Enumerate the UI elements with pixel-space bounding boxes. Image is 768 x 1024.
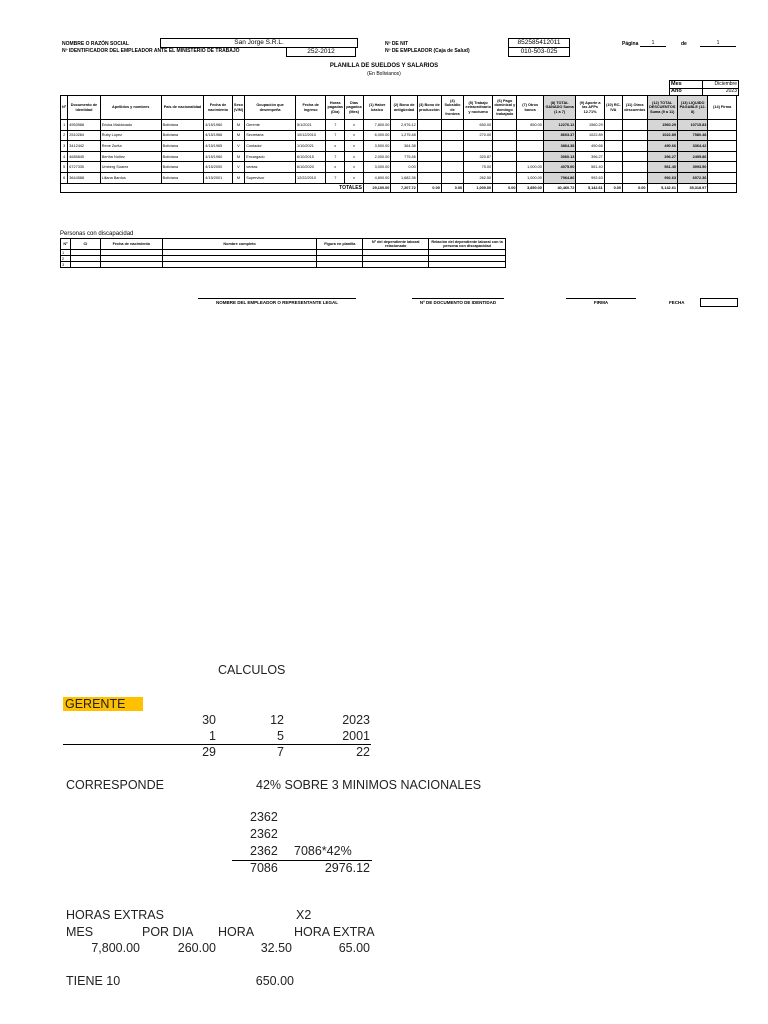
table-cell	[417, 162, 441, 173]
row2-b: 5	[277, 729, 284, 743]
col-hora: HORA	[218, 925, 255, 939]
table-cell: 992.63	[647, 172, 677, 183]
table-cell: M	[232, 120, 244, 131]
pagina-value: 1	[640, 40, 666, 47]
column-header: Días pagados (Mes)	[345, 96, 364, 120]
col-por-dia: POR DIA	[142, 925, 194, 939]
totals-cell: 7,207.72	[391, 183, 417, 192]
minimo-3: 2362	[250, 844, 278, 858]
column-header: Fecha de ingreso	[295, 96, 325, 120]
column-header: (11) Otros descuentos	[623, 96, 647, 120]
table-cell: 1560.29	[647, 120, 677, 131]
table-cell: 4075.00	[543, 162, 575, 173]
table-cell: 396.27	[576, 151, 604, 162]
table-cell	[604, 141, 622, 152]
table-cell: M	[232, 130, 244, 141]
row3-c: 22	[356, 745, 370, 759]
table-cell	[464, 141, 493, 152]
table-cell	[493, 172, 517, 183]
table-cell: Contador	[245, 141, 296, 152]
disability-column-header: Nº	[61, 239, 71, 250]
column-header: (7) Otros bonos	[517, 96, 543, 120]
table-cell	[623, 120, 647, 131]
table-cell	[417, 172, 441, 183]
table-cell: 1022.89	[647, 130, 677, 141]
totals-cell: 35,318.97	[677, 183, 707, 192]
table-cell: 7	[326, 130, 345, 141]
row2-c: 2001	[342, 729, 370, 743]
table-cell: 6,000.00	[363, 130, 390, 141]
val-hora: 32.50	[260, 941, 292, 955]
col-hora-extra: HORA EXTRA	[294, 925, 375, 939]
column-header: (9) Aporte a las AFPs 12.71%	[576, 96, 604, 120]
table-cell: 4/15/1966	[204, 130, 232, 141]
table-cell	[623, 130, 647, 141]
table-cell: 992.63	[576, 172, 604, 183]
table-cell: M	[232, 172, 244, 183]
table-row	[61, 141, 737, 152]
table-cell	[623, 151, 647, 162]
disability-cell	[162, 262, 317, 268]
column-header: (1) Haber básico	[363, 96, 390, 120]
table-cell: 4953988	[68, 120, 100, 131]
table-cell	[708, 162, 737, 173]
table-cell: 4685845	[68, 151, 100, 162]
table-cell: Secretaria	[245, 130, 296, 141]
table-cell: 1/10/2021	[295, 141, 325, 152]
totals-row	[61, 183, 737, 192]
table-row	[61, 151, 737, 162]
table-cell	[604, 130, 622, 141]
table-cell	[441, 120, 463, 131]
row2-a: 1	[209, 729, 216, 743]
nit-label: Nº DE NIT	[385, 41, 409, 47]
table-cell	[604, 162, 622, 173]
totals-cell: 1,000.00	[464, 183, 493, 192]
disability-cell	[70, 262, 100, 268]
page-title: PLANILLA DE SUELDOS Y SALARIOS	[329, 63, 439, 69]
column-header: Sexo (V/M)	[232, 96, 244, 120]
table-cell	[604, 120, 622, 131]
table-cell: 7580.48	[677, 130, 707, 141]
table-cell: 561.40	[647, 162, 677, 173]
column-header: Ocupación que desempeña	[245, 96, 296, 120]
table-cell: 364.38	[391, 141, 417, 152]
table-cell: 3364.42	[677, 141, 707, 152]
table-cell: Gerente	[245, 120, 296, 131]
bono-result: 2976.12	[324, 861, 370, 875]
totals-cell: 3,850.00	[517, 183, 543, 192]
empleador-label: Nº DE EMPLEADOR (Caja de Salud)	[385, 48, 470, 54]
pagina-label: Página	[622, 41, 639, 47]
gerente-label: GERENTE	[63, 697, 143, 711]
table-cell: 12/22/2010	[295, 172, 325, 183]
table-cell: 8603.37	[543, 130, 575, 141]
table-cell: 2,000.00	[363, 151, 390, 162]
totals-label: TOTALES	[61, 183, 364, 192]
table-cell: 6/10/2020	[295, 162, 325, 173]
table-row	[61, 162, 737, 173]
totals-cell: 0.00	[493, 183, 517, 192]
minimo-1: 2362	[250, 810, 278, 824]
table-cell: Ruby Lopez	[100, 130, 161, 141]
table-cell: x	[326, 141, 345, 152]
disability-column-header: Relación del dependiente laboral con la persona con discapacidad	[429, 239, 506, 250]
table-cell	[441, 162, 463, 173]
row1-b: 12	[270, 713, 284, 727]
table-cell	[417, 151, 441, 162]
table-cell	[708, 172, 737, 183]
table-cell: 2510284	[68, 130, 100, 141]
col-mes: MES	[66, 925, 94, 939]
table-cell	[441, 151, 463, 162]
disability-column-header: Fecha de nacimiento	[100, 239, 162, 250]
disability-cell: 1	[61, 250, 71, 256]
table-cell: 270.00	[464, 130, 493, 141]
table-cell	[493, 130, 517, 141]
table-cell: 490.66	[576, 141, 604, 152]
corresponde-text: 42% SOBRE 3 MINIMOS NACIONALES	[256, 778, 482, 792]
tiene-label: TIENE 10	[66, 974, 121, 988]
table-cell: 75.00	[464, 162, 493, 173]
table-row	[61, 172, 737, 183]
table-cell: 850.00	[517, 120, 543, 131]
table-cell: 7,800.00	[363, 120, 390, 131]
table-cell	[604, 172, 622, 183]
page-subtitle: (En Bolivianos)	[367, 71, 401, 77]
table-cell	[708, 151, 737, 162]
disability-column-header: Figura en planilla	[317, 239, 363, 250]
table-cell: x	[345, 172, 364, 183]
disability-column-header: CI	[70, 239, 100, 250]
table-cell: 3412442	[68, 141, 100, 152]
val-por-dia: 260.00	[177, 941, 216, 955]
x2-label: X2	[296, 908, 312, 922]
table-cell: 1	[61, 120, 68, 131]
de-label: de	[681, 41, 687, 47]
disability-header-row	[61, 239, 506, 250]
calculos-title: CALCULOS	[218, 663, 286, 677]
table-cell: 561.40	[576, 162, 604, 173]
table-cell: 3644588	[68, 172, 100, 183]
disability-cell	[429, 262, 506, 268]
tiene-value: 650.00	[255, 974, 294, 988]
table-cell: 775.46	[391, 151, 417, 162]
table-cell: 6	[61, 172, 68, 183]
period-box	[669, 80, 739, 96]
formula: 7086*42%	[294, 844, 352, 858]
table-cell	[708, 130, 737, 141]
table-cell: Boliviana	[161, 172, 204, 183]
disability-column-header: Nº del dependiente laboral relacionado	[363, 239, 429, 250]
table-cell: 1,682.36	[391, 172, 417, 183]
table-cell: 5/1/2021	[295, 120, 325, 131]
totals-cell: 40,460.72	[543, 183, 575, 192]
table-cell: Ericka Maldonado	[100, 120, 161, 131]
fecha-box	[700, 298, 738, 307]
column-header: (14) Firma	[708, 96, 737, 120]
de-value: 1	[700, 40, 736, 47]
table-cell	[517, 141, 543, 152]
razon-social-value: San Jorge S.R.L.	[160, 38, 358, 48]
disability-cell: 3	[61, 262, 71, 268]
table-row	[61, 120, 737, 131]
row3-b: 7	[277, 745, 284, 759]
table-cell	[441, 130, 463, 141]
minimo-2: 2362	[250, 827, 278, 841]
disability-cell: 2	[61, 256, 71, 262]
table-cell: 7	[326, 151, 345, 162]
column-header: Apellidos y nombres	[100, 96, 161, 120]
table-cell	[417, 141, 441, 152]
table-cell: x	[345, 120, 364, 131]
anio-label: Año	[671, 88, 682, 94]
identificador-label: Nº IDENTIFICADOR DEL EMPLEADOR ANTE EL MINISTERIO DE TRABAJO	[62, 48, 240, 54]
table-cell: 3864.38	[543, 141, 575, 152]
column-header: (4) Subsidio de frontera	[441, 96, 463, 120]
table-cell: V	[232, 141, 244, 152]
totals-cell: 0.00	[417, 183, 441, 192]
nit-value: 852585412011	[508, 38, 570, 48]
table-cell: 4,800.00	[363, 172, 390, 183]
disability-column-header: Nombre completo	[162, 239, 317, 250]
table-cell: 6/10/2015	[295, 151, 325, 162]
disability-table	[60, 238, 506, 268]
table-cell	[708, 141, 737, 152]
mes-value: Diciembre	[714, 81, 737, 87]
table-cell: Umberg Suarez	[100, 162, 161, 173]
column-header: (3) Bono de producción	[417, 96, 441, 120]
table-cell	[623, 172, 647, 183]
table-cell	[441, 172, 463, 183]
table-cell: 490.66	[647, 141, 677, 152]
table-cell: 3,500.00	[363, 141, 390, 152]
table-cell: V	[232, 162, 244, 173]
table-cell	[441, 141, 463, 152]
column-header: (10) RC-IVA	[604, 96, 622, 120]
column-header: (6) Pago dominical y domingo trabajado	[493, 96, 517, 120]
table-cell: 1,275.48	[391, 130, 417, 141]
table-cell: 1560.29	[576, 120, 604, 131]
totals-cell: 0.00	[441, 183, 463, 192]
table-cell: Boliviana	[161, 130, 204, 141]
row1-a: 30	[202, 713, 216, 727]
table-cell	[493, 141, 517, 152]
table-cell: 3	[61, 141, 68, 152]
table-cell: 4/15/1960	[204, 120, 232, 131]
table-cell: x	[345, 141, 364, 152]
table-cell	[417, 130, 441, 141]
table-cell: M	[232, 151, 244, 162]
table-cell	[623, 162, 647, 173]
table-cell	[604, 151, 622, 162]
column-header: Documento de identidad	[68, 96, 100, 120]
table-cell: 1,000.00	[517, 162, 543, 173]
table-cell: 2	[61, 130, 68, 141]
disability-cell	[317, 262, 363, 268]
column-header: País de nacionalidad	[161, 96, 204, 120]
signature-representante: NOMBRE DEL EMPLEADOR O REPRESENTANTE LEGAL	[215, 300, 339, 305]
table-cell: 0.00	[391, 162, 417, 173]
table-cell: Bertha Nuñez	[100, 151, 161, 162]
table-cell: x	[345, 151, 364, 162]
table-cell: 2495.86	[677, 151, 707, 162]
totals-cell: 5,142.61	[576, 183, 604, 192]
table-cell	[493, 151, 517, 162]
table-cell: 4/15/1960	[204, 151, 232, 162]
table-cell: 10715.83	[677, 120, 707, 131]
razon-social-label: NOMBRE O RAZÓN SOCIAL	[62, 41, 129, 47]
val-hora-extra: 65.00	[338, 941, 370, 955]
column-header: Fecha de nacimiento	[204, 96, 232, 120]
table-cell	[517, 151, 543, 162]
column-header: (8) TOTAL GANADO Suma (1 a 7)	[543, 96, 575, 120]
column-header: Horas pagadas (Día)	[326, 96, 345, 120]
mes-label: Mes	[671, 81, 682, 87]
anio-value: 2023	[725, 88, 737, 94]
table-cell: Liliana Bardos	[100, 172, 161, 183]
signature-firma: FIRMA	[593, 300, 609, 305]
minimos-sum: 7086	[250, 861, 278, 875]
table-cell: 4/15/2000	[204, 162, 232, 173]
table-cell: x	[345, 130, 364, 141]
column-header: (2) Bono de antigüedad	[391, 96, 417, 120]
table-cell: 396.27	[647, 151, 677, 162]
identificador-value: 252-2012	[286, 47, 356, 57]
table-cell: 3993.50	[677, 162, 707, 173]
table-cell: Boliviana	[161, 151, 204, 162]
table-row	[61, 130, 737, 141]
row1-c: 2023	[342, 713, 370, 727]
corresponde-label: CORRESPONDE	[66, 778, 164, 792]
disability-row	[61, 262, 506, 268]
table-cell: 4	[61, 151, 68, 162]
table-header-row	[61, 96, 737, 120]
column-header: (12) TOTAL DESCUENTOS Suma (9 a 11)	[647, 96, 677, 120]
table-cell	[417, 120, 441, 131]
horas-extras-label: HORAS EXTRAS	[66, 908, 164, 922]
table-cell: 6727335	[68, 162, 100, 173]
table-cell: Encargado	[245, 151, 296, 162]
table-cell: 1022.89	[576, 130, 604, 141]
table-cell	[623, 141, 647, 152]
table-cell: 7	[326, 172, 345, 183]
column-header: Nº	[61, 96, 68, 120]
column-header: (5) Trabajo extraordinario y nocturno	[464, 96, 493, 120]
table-cell: 12276.12	[543, 120, 575, 131]
disability-cell	[363, 262, 429, 268]
table-cell: 3060.13	[543, 151, 575, 162]
table-cell	[708, 120, 737, 131]
table-cell: 4/15/2001	[204, 172, 232, 183]
table-cell: 1,000.00	[517, 172, 543, 183]
table-cell: 3,000.00	[363, 162, 390, 173]
table-cell: Rene Zurita	[100, 141, 161, 152]
table-cell: x	[345, 162, 364, 173]
table-cell: Boliviana	[161, 141, 204, 152]
table-cell: 650.00	[464, 120, 493, 131]
signature-fecha: FECHA	[669, 300, 685, 305]
table-cell: 7	[326, 120, 345, 131]
row3-a: 29	[202, 745, 216, 759]
table-cell: Boliviana	[161, 120, 204, 131]
table-cell: Supervisor	[245, 172, 296, 183]
table-cell: 2,976.12	[391, 120, 417, 131]
signature-documento: Nº DE DOCUMENTO DE IDENTIDAD	[419, 300, 497, 305]
table-cell: 6972.36	[677, 172, 707, 183]
table-cell: 7964.86	[543, 172, 575, 183]
table-cell: 320.87	[464, 151, 493, 162]
table-cell: 262.50	[464, 172, 493, 183]
totals-cell: 0.00	[623, 183, 647, 192]
table-cell: Boliviana	[161, 162, 204, 173]
table-cell	[517, 130, 543, 141]
totals-cell: 29,100.00	[363, 183, 390, 192]
totals-cell: 0.00	[604, 183, 622, 192]
disability-title: Personas con discapacidad	[60, 231, 134, 237]
disability-cell	[100, 262, 162, 268]
table-cell	[493, 120, 517, 131]
table-cell: 10/12/2010	[295, 130, 325, 141]
column-header: (13) LIQUIDO PAGABLE (12-8)	[677, 96, 707, 120]
table-cell: ventas	[245, 162, 296, 173]
payroll-table	[60, 95, 737, 193]
empleador-value: 010-503-025	[508, 47, 570, 57]
table-cell: 5	[61, 162, 68, 173]
table-cell	[493, 162, 517, 173]
table-cell: x	[326, 162, 345, 173]
totals-cell: 5,142.61	[647, 183, 677, 192]
val-mes: 7,800.00	[91, 941, 140, 955]
totals-cell	[708, 183, 737, 192]
table-cell: 4/15/1965	[204, 141, 232, 152]
